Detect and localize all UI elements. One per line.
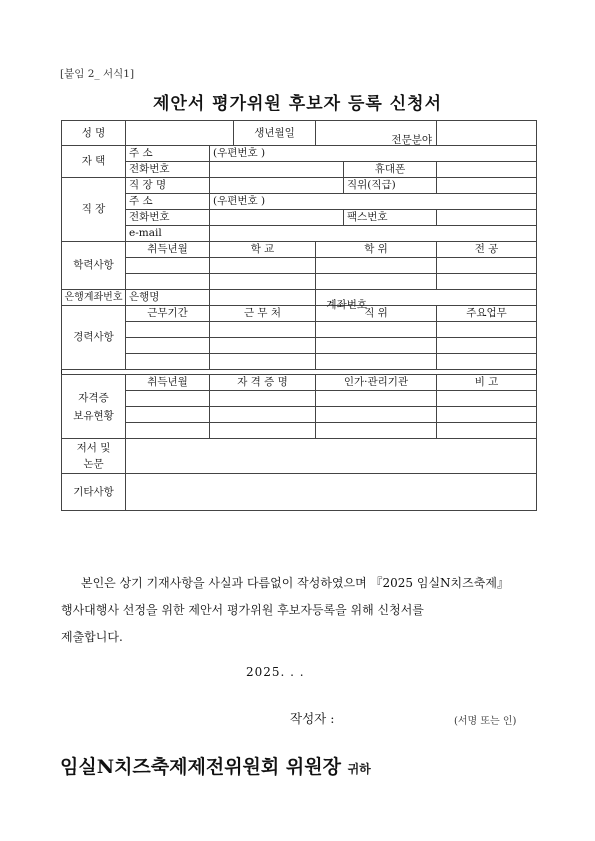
education-cell[interactable] bbox=[316, 274, 437, 290]
recipient-suffix: 귀하 bbox=[347, 762, 371, 776]
birth-field[interactable] bbox=[316, 121, 437, 146]
home-address-field[interactable] bbox=[210, 146, 537, 162]
license-cell[interactable] bbox=[210, 423, 316, 439]
license-cell[interactable] bbox=[437, 423, 537, 439]
license-cell[interactable] bbox=[210, 391, 316, 407]
mobile-field[interactable] bbox=[437, 162, 537, 178]
career-cell[interactable] bbox=[316, 354, 437, 370]
form-title: 제안서 평가위원 후보자 등록 신청서 bbox=[152, 94, 442, 114]
date: 2025. . . bbox=[246, 665, 305, 679]
education-cell[interactable] bbox=[316, 258, 437, 274]
email-field[interactable] bbox=[210, 226, 537, 242]
etc-label: 기타사항 bbox=[62, 474, 126, 511]
career-cell[interactable] bbox=[316, 338, 437, 354]
license-cell[interactable] bbox=[126, 423, 210, 439]
career-label: 경력사항 bbox=[62, 306, 126, 370]
license-header: 자 격 증 명 bbox=[210, 375, 316, 391]
papers-label bbox=[62, 439, 126, 474]
career-header: 직 위 bbox=[316, 306, 437, 322]
bank-label: 은행계좌번호 bbox=[62, 290, 126, 306]
specialty-label: 전문분야 bbox=[391, 134, 432, 146]
license-cell[interactable] bbox=[126, 407, 210, 423]
email-label: e-mail bbox=[126, 226, 210, 242]
recipient-name: 임실N치즈축제제전위원회 위원장 bbox=[60, 756, 341, 778]
license-cell[interactable] bbox=[316, 407, 437, 423]
education-header: 취득년월 bbox=[126, 242, 210, 258]
education-cell[interactable] bbox=[126, 274, 210, 290]
application-form-table bbox=[61, 120, 537, 511]
career-cell[interactable] bbox=[126, 338, 210, 354]
career-cell[interactable] bbox=[210, 354, 316, 370]
fax-label: 팩스번호 bbox=[344, 210, 437, 226]
fax-field[interactable] bbox=[437, 210, 537, 226]
career-cell[interactable] bbox=[437, 322, 537, 338]
account-label: 계좌번호 bbox=[326, 298, 367, 311]
license-cell[interactable] bbox=[437, 391, 537, 407]
career-header: 근 무 처 bbox=[210, 306, 316, 322]
career-cell[interactable] bbox=[437, 354, 537, 370]
career-header: 근무기간 bbox=[126, 306, 210, 322]
work-phone-field[interactable] bbox=[210, 210, 344, 226]
license-cell[interactable] bbox=[126, 391, 210, 407]
home-phone-field[interactable] bbox=[210, 162, 344, 178]
license-label-line2: 보유현황 bbox=[73, 409, 114, 422]
papers-label-line2: 논문 bbox=[83, 458, 104, 470]
career-cell[interactable] bbox=[126, 354, 210, 370]
career-cell[interactable] bbox=[316, 322, 437, 338]
statement-line: 제출합니다. bbox=[61, 630, 123, 644]
position-label: 직위(직급) bbox=[344, 178, 437, 194]
license-cell[interactable] bbox=[316, 391, 437, 407]
writer-label: 작성자 : bbox=[290, 711, 335, 726]
attachment-label: [붙임 2_ 서식1] bbox=[60, 68, 135, 80]
career-cell[interactable] bbox=[437, 338, 537, 354]
career-cell[interactable] bbox=[210, 338, 316, 354]
sign-note: (서명 또는 인) bbox=[454, 716, 517, 727]
papers-field[interactable] bbox=[126, 439, 537, 474]
license-label bbox=[62, 375, 126, 439]
education-cell[interactable] bbox=[210, 258, 316, 274]
education-cell[interactable] bbox=[437, 258, 537, 274]
birth-label: 생년월일 bbox=[234, 121, 316, 146]
license-label-line1: 자격증 bbox=[78, 391, 109, 404]
home-address-label: 주 소 bbox=[126, 146, 210, 162]
company-label: 직 장 명 bbox=[126, 178, 210, 194]
education-header: 학 교 bbox=[210, 242, 316, 258]
recipient bbox=[60, 752, 371, 779]
work-phone-label: 전화번호 bbox=[126, 210, 210, 226]
papers-label-line1: 저서 및 bbox=[76, 442, 111, 454]
work-address-field[interactable] bbox=[210, 194, 537, 210]
name-field[interactable] bbox=[126, 121, 234, 146]
education-cell[interactable] bbox=[437, 274, 537, 290]
license-header: 비 고 bbox=[437, 375, 537, 391]
statement bbox=[61, 570, 537, 651]
statement-line: 본인은 상기 기재사항을 사실과 다름없이 작성하였으며 『2025 임실N치즈축제』 bbox=[81, 576, 509, 590]
bank-name-label: 은행명 bbox=[126, 290, 210, 306]
career-cell[interactable] bbox=[210, 322, 316, 338]
license-header: 취득년월 bbox=[126, 375, 210, 391]
specialty-field[interactable] bbox=[437, 121, 537, 146]
mobile-label: 휴대폰 bbox=[344, 162, 437, 178]
home-postal-code: (우편번호 ) bbox=[213, 147, 266, 159]
home-phone-label: 전화번호 bbox=[126, 162, 210, 178]
education-header: 전 공 bbox=[437, 242, 537, 258]
company-field[interactable] bbox=[210, 178, 344, 194]
etc-field[interactable] bbox=[126, 474, 537, 511]
license-cell[interactable] bbox=[437, 407, 537, 423]
license-cell[interactable] bbox=[210, 407, 316, 423]
career-cell[interactable] bbox=[126, 322, 210, 338]
work-label: 직 장 bbox=[62, 178, 126, 242]
home-label: 자 택 bbox=[62, 146, 126, 178]
position-field[interactable] bbox=[437, 178, 537, 194]
license-cell[interactable] bbox=[316, 423, 437, 439]
education-cell[interactable] bbox=[126, 258, 210, 274]
statement-line: 행사대행사 선정을 위한 제안서 평가위원 후보자등록을 위해 신청서를 bbox=[61, 603, 424, 617]
education-header: 학 위 bbox=[316, 242, 437, 258]
work-address-label: 주 소 bbox=[126, 194, 210, 210]
license-header: 인가·관리기관 bbox=[316, 375, 437, 391]
career-header: 주요업무 bbox=[437, 306, 537, 322]
work-postal-code: (우편번호 ) bbox=[213, 195, 266, 207]
education-cell[interactable] bbox=[210, 274, 316, 290]
bank-name-field[interactable] bbox=[210, 290, 367, 311]
name-label: 성 명 bbox=[62, 121, 126, 146]
education-label: 학력사항 bbox=[62, 242, 126, 290]
